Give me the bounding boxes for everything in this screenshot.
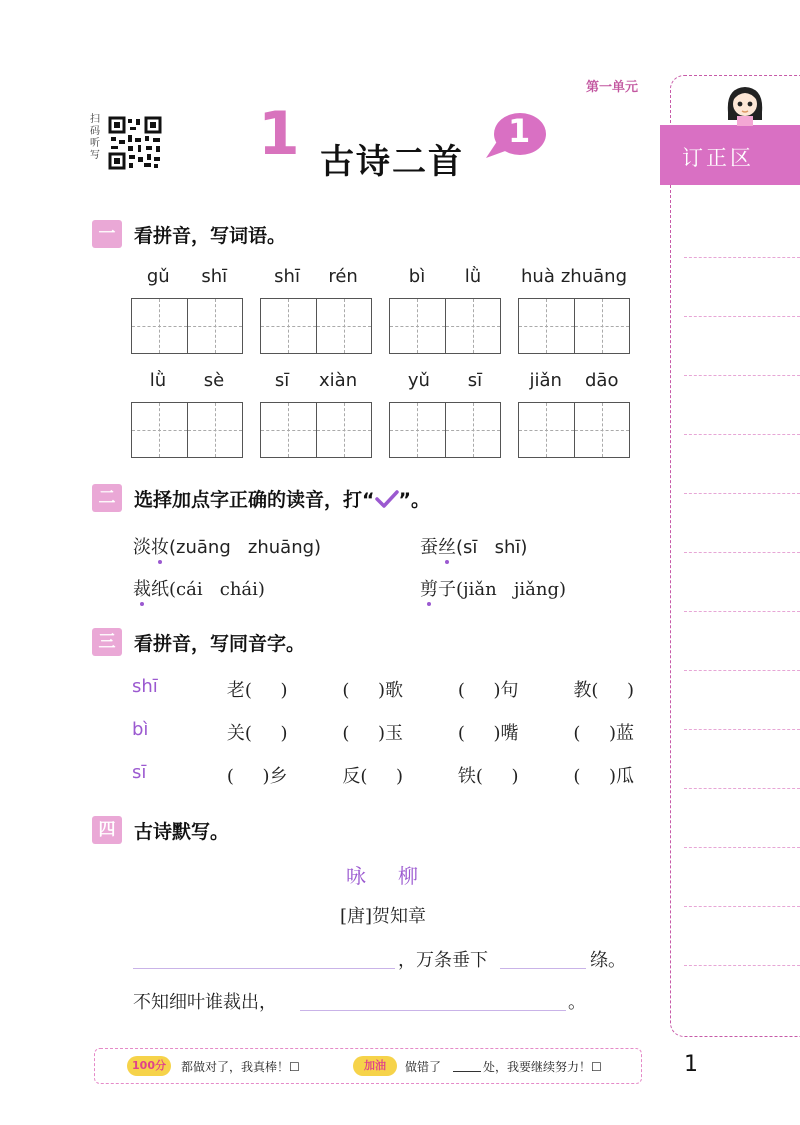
writing-box[interactable] <box>519 403 575 457</box>
self-evaluation-text[interactable]: 都做对了，我真棒！☐ <box>181 1060 300 1074</box>
pinyin: shī <box>201 266 228 287</box>
pinyin: shī <box>274 266 300 287</box>
pinyin: xiàn <box>319 370 358 391</box>
dotted-char: 丝 <box>438 537 456 558</box>
score-badge: 100分 <box>127 1056 171 1076</box>
pinyin: jiǎn <box>529 370 562 391</box>
fill-blank[interactable]: 铁( ) <box>457 766 519 787</box>
lesson-number: 1 <box>258 99 300 169</box>
pinyin: dāo <box>585 370 619 391</box>
pinyin: sè <box>203 370 225 391</box>
writing-box[interactable] <box>446 403 501 457</box>
cheer-badge: 加油 <box>353 1056 397 1076</box>
writing-box[interactable] <box>575 299 630 353</box>
self-evaluation-text[interactable]: 处，我要继续努力！☐ <box>483 1060 602 1074</box>
choice-options: 纸(cái chái) <box>151 579 265 600</box>
choice-item[interactable] <box>133 533 321 559</box>
fill-blank[interactable]: 老( ) <box>226 680 288 701</box>
dotted-char: 剪 <box>420 579 438 600</box>
homophone-row <box>132 762 634 788</box>
word-group <box>389 266 501 354</box>
choice-item[interactable] <box>420 533 527 559</box>
word-group <box>389 370 501 458</box>
section-title: 看拼音，写词语。 <box>134 225 287 247</box>
choice-options: 子(jiǎn jiǎng) <box>438 579 567 600</box>
lesson-title: 古诗二首 <box>320 142 464 182</box>
pinyin: lǜ <box>464 266 482 287</box>
poem-title: 咏柳 <box>346 864 450 888</box>
choice-item[interactable] <box>420 575 566 601</box>
word-group <box>260 266 372 354</box>
checkmark-icon <box>375 490 399 508</box>
answer-line[interactable] <box>300 1010 566 1011</box>
section-badge: 四 <box>92 816 122 844</box>
writing-box[interactable] <box>317 299 372 353</box>
error-count-blank[interactable] <box>453 1071 481 1072</box>
pinyin: rén <box>328 266 358 287</box>
section-badge: 二 <box>92 484 122 512</box>
self-evaluation-text: 做错了 <box>405 1060 442 1074</box>
poem-text: 绦。 <box>590 950 626 971</box>
choice-item[interactable] <box>133 575 265 601</box>
section-title-end: ”。 <box>398 489 430 511</box>
fill-blank[interactable]: 反( ) <box>342 766 403 787</box>
writing-box[interactable] <box>188 403 243 457</box>
row-pinyin: sī <box>132 762 147 783</box>
writing-box[interactable] <box>390 403 446 457</box>
fill-blank[interactable]: 教( ) <box>573 680 634 701</box>
word-group <box>518 370 630 458</box>
choice-char: 蚕 <box>420 537 438 558</box>
section-title: 古诗默写。 <box>134 821 230 843</box>
row-pinyin: bì <box>132 719 149 740</box>
pinyin: gǔ <box>146 266 170 287</box>
fill-blank[interactable]: ( )嘴 <box>457 723 519 744</box>
unit-label: 第一单元 <box>586 80 639 95</box>
section-title: 选择加点字正确的读音，打“ <box>134 489 375 511</box>
qr-label: 扫码听写 <box>90 114 100 161</box>
dotted-char: 妆 <box>151 537 169 558</box>
writing-box[interactable] <box>188 299 243 353</box>
pinyin: yǔ <box>407 370 430 391</box>
fill-blank[interactable]: 关( ) <box>226 723 288 744</box>
pinyin: lǜ <box>149 370 167 391</box>
homophone-row <box>132 676 634 702</box>
section-badge: 三 <box>92 628 122 656</box>
girl-avatar-icon <box>722 82 768 128</box>
pinyin: bì <box>408 266 426 287</box>
writing-box[interactable] <box>132 299 188 353</box>
qr-code-icon[interactable] <box>108 116 162 170</box>
writing-box[interactable] <box>575 403 630 457</box>
poem-text: ，万条垂下 <box>398 950 488 971</box>
fill-blank[interactable]: ( )歌 <box>342 680 403 701</box>
writing-box[interactable] <box>261 299 317 353</box>
poem-text: 。 <box>568 992 586 1013</box>
choice-char: 淡 <box>133 537 151 558</box>
writing-box[interactable] <box>132 403 188 457</box>
pinyin: zhuāng <box>560 266 627 287</box>
word-group <box>260 370 372 458</box>
pinyin: sī <box>274 370 290 391</box>
poem-author: [唐]贺知章 <box>340 906 427 927</box>
writing-box[interactable] <box>446 299 501 353</box>
section-badge: 一 <box>92 220 122 248</box>
fill-blank[interactable]: ( )玉 <box>342 723 403 744</box>
word-group <box>131 370 243 458</box>
choice-options: (sī shī) <box>456 537 528 558</box>
writing-box[interactable] <box>317 403 372 457</box>
fill-blank[interactable]: ( )句 <box>457 680 519 701</box>
writing-box[interactable] <box>261 403 317 457</box>
pinyin: sī <box>467 370 483 391</box>
poem-text: 不知细叶谁裁出， <box>133 992 277 1013</box>
section-title: 看拼音，写同音字。 <box>134 633 306 655</box>
choice-options: (zuāng zhuāng) <box>169 537 322 558</box>
fill-blank[interactable]: ( )瓜 <box>573 766 634 787</box>
word-group <box>131 266 243 354</box>
answer-line[interactable] <box>133 968 395 969</box>
bubble-number: 1 <box>508 112 531 150</box>
fill-blank[interactable]: ( )蓝 <box>573 723 634 744</box>
correction-area[interactable] <box>670 75 800 1037</box>
writing-box[interactable] <box>390 299 446 353</box>
writing-box[interactable] <box>519 299 575 353</box>
fill-blank[interactable]: ( )乡 <box>226 766 288 787</box>
pinyin: huà <box>521 266 555 287</box>
word-group <box>518 266 630 354</box>
answer-line[interactable] <box>500 968 586 969</box>
homophone-row <box>132 719 634 745</box>
self-evaluation-bar <box>94 1048 642 1084</box>
row-pinyin: shī <box>132 676 158 697</box>
dotted-char: 裁 <box>133 579 151 600</box>
speech-bubble-icon <box>484 110 548 166</box>
page-number: 1 <box>684 1052 698 1077</box>
correction-area-title: 订正区 <box>682 146 754 170</box>
